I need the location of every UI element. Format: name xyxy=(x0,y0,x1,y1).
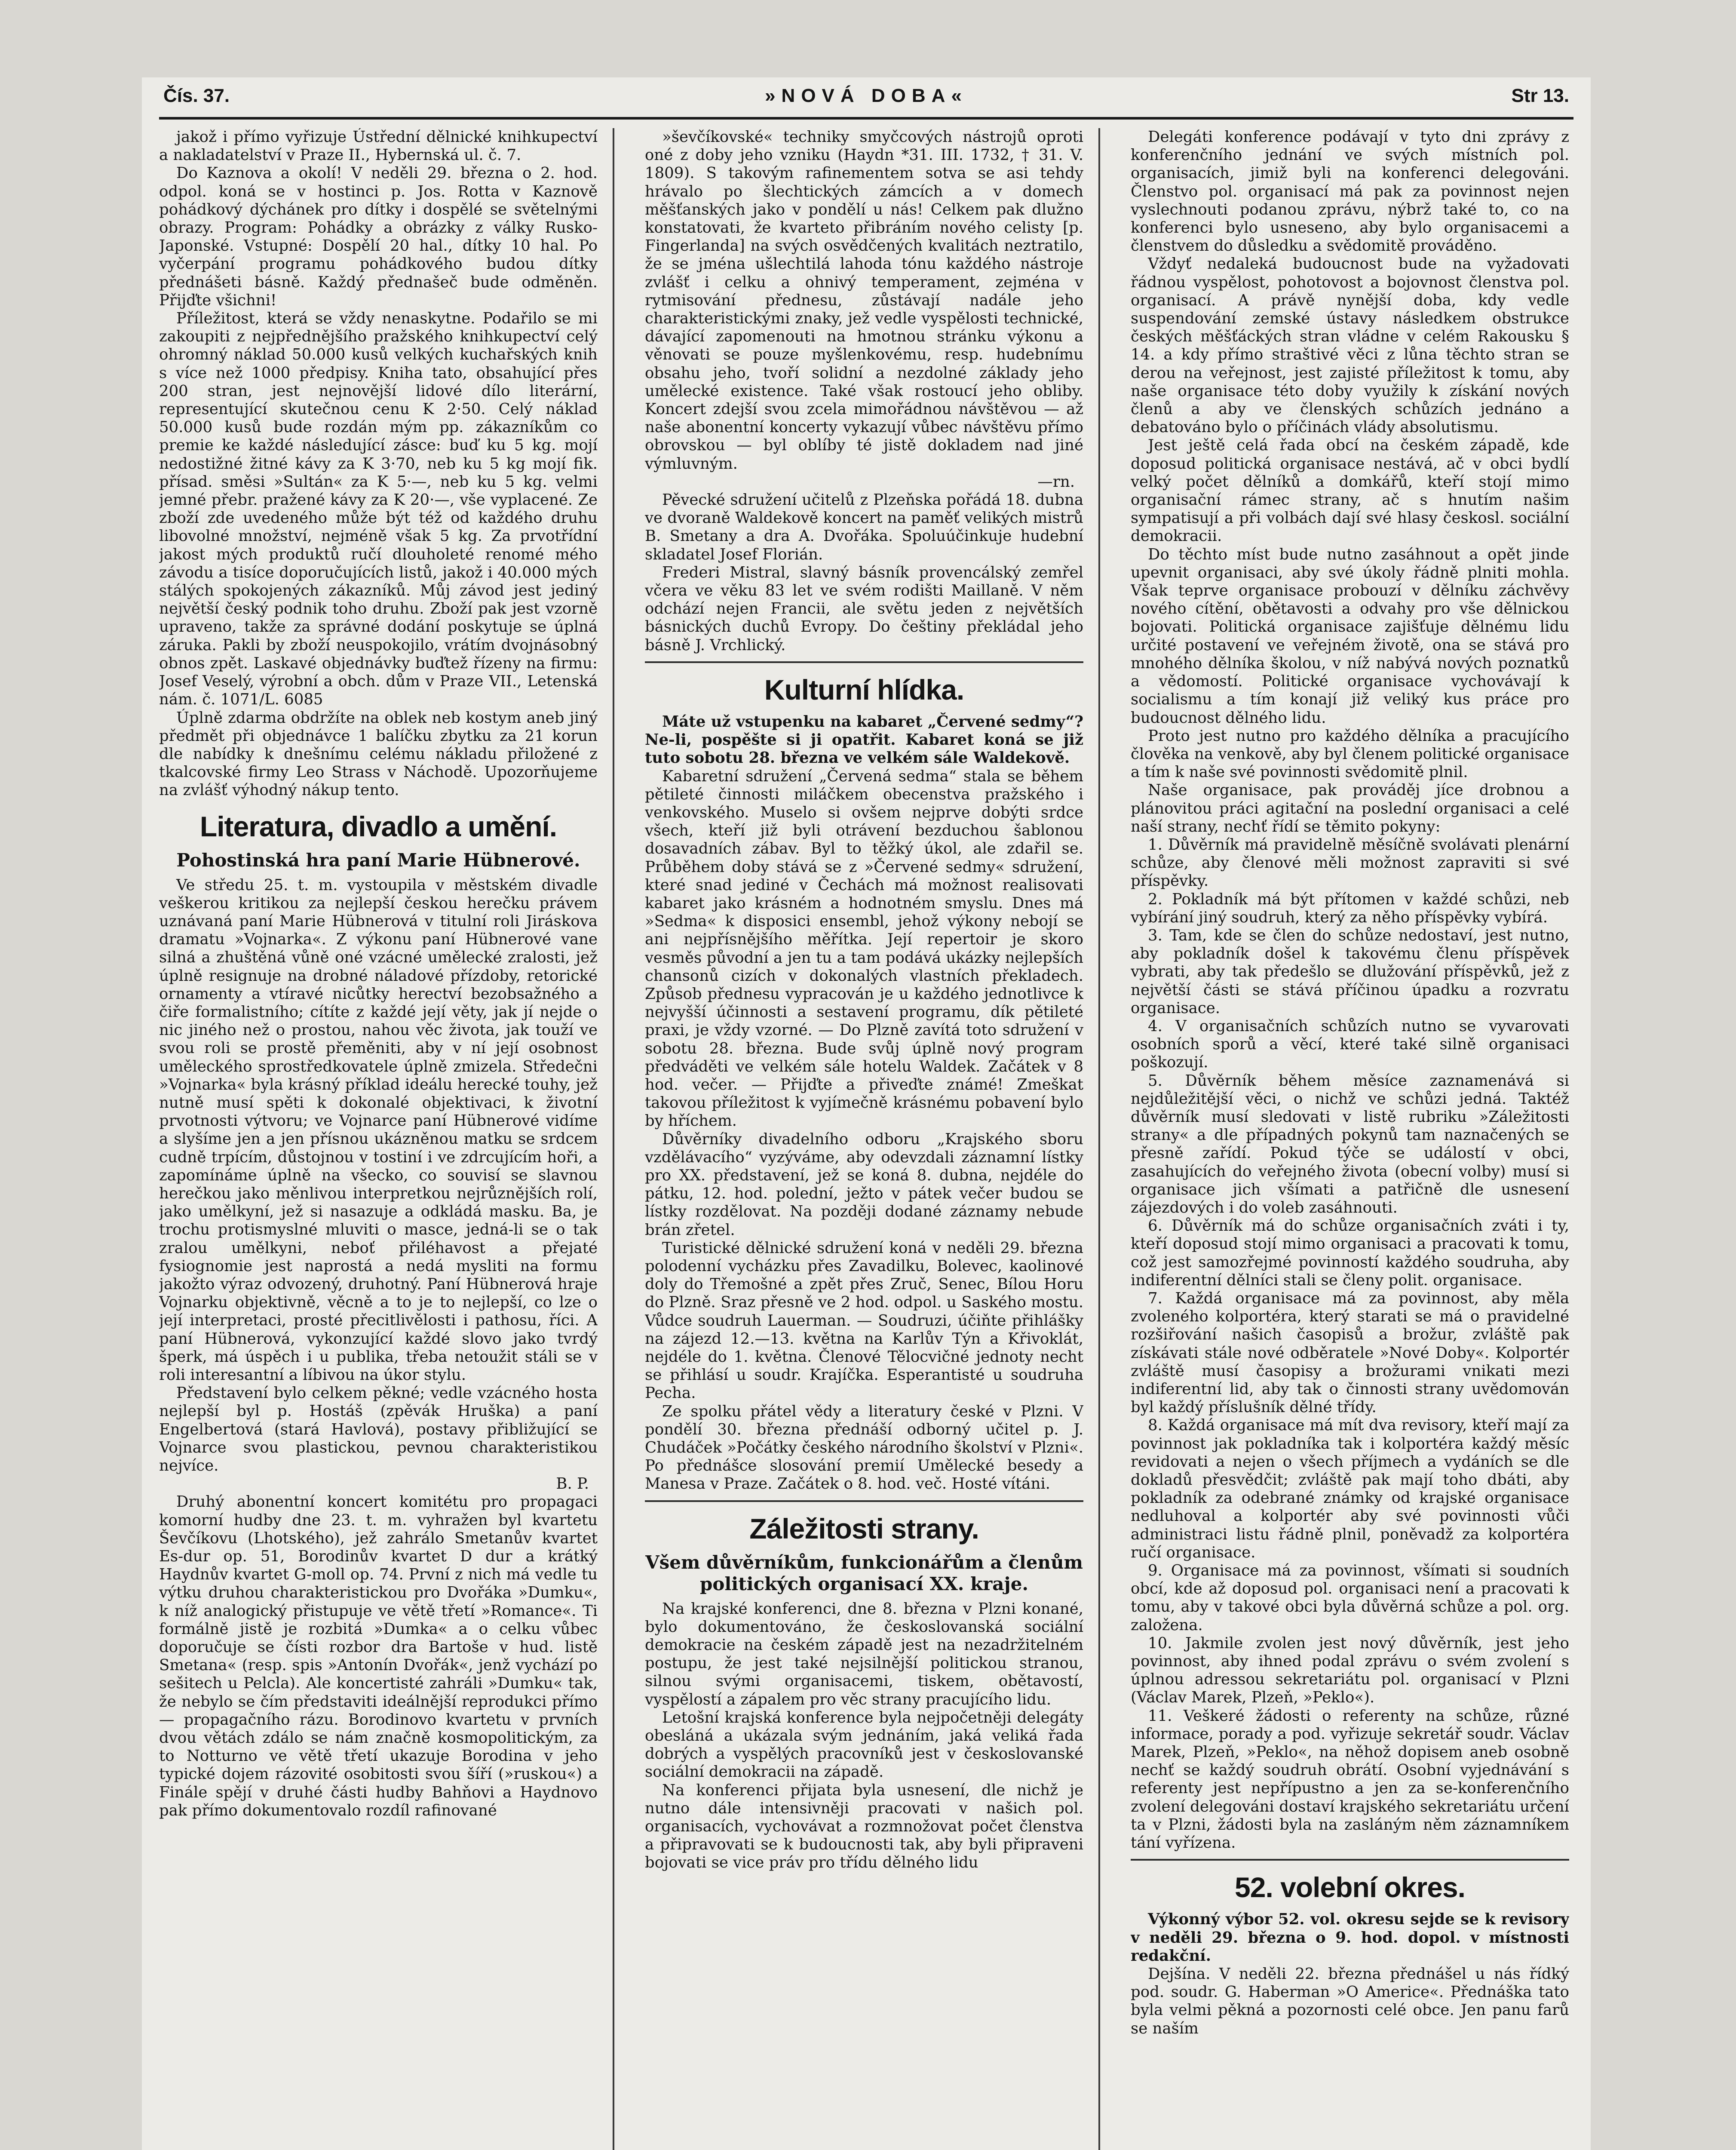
article-text: Naše organisace, pak prováděj jíce drobnou a plánovitou práci agitační na poslední organisaci a celé naší strany, nechť řídí se těmito pokyny: xyxy=(1131,781,1569,835)
list-item: 9. Organisace má za povinnost, všímati si soudních obcí, kde až doposud pol. organisaci není a pracovati k tomu, aby v takové obci byla důvěrná schůze a pol. org. založena. xyxy=(1131,1562,1569,1634)
section-title-volebni-okres: 52. volební okres. xyxy=(1235,1871,1465,1904)
list-item: 11. Veškeré žádosti o referenty na schůze, různé informace, porady a pod. vyřizuje sekretář soudr. Václav Marek, Plzeň, »Peklo«, na něhož dopisem aneb osobně nechť se každý soudruh obrátí. Osobní vyjednávání s referenty jest nepřípustno a jen za se-konferenčního zvolení delegováni dostaví krajského sekretariátu určení ta v Plzni, žádosti byla na zasláným něm záznamníkem tání vyřízena. xyxy=(1131,1707,1569,1852)
notice-divadelni-odbor: Důvěrníky divadelního odboru „Krajského sboru vzdělávacího“ vyzýváme, aby odevzdali záznamní lístky pro XX. představení, jež se koná 8. dubna, nejdéle do pátku, 12. hod. polední, ježto v pátek večer budou se lístky rozdělovat. Na později dodané záznamy nebude brán zřetel. xyxy=(645,1130,1083,1239)
article-text: Na konferenci přijata byla usnesení, dle nichž je nutno dále intensivněji pracovati v našich pol. organisacích, vychovávat a rozmnožovat počet členstva a připravovati se k budoucnosti tak, aby byli připraveni bojovati se vice práv pro třídu dělného lidu xyxy=(645,1781,1083,1872)
masthead-title: »NOVÁ DOBA« xyxy=(765,85,968,106)
notice-vykonny-vybor: Výkonný výbor 52. vol. okresu sejde se k revisory v neděli 29. března o 9. hod. dopol. v místnosti redakční. xyxy=(1131,1910,1569,1965)
article-title-duvernikum: Všem důvěrníkům, funkcionářům a členům politických organisací XX. kraje. xyxy=(645,1551,1083,1594)
article-text: Představení bylo celkem pěkné; vedle vzácného hosta nejlepší byl p. Hostáš (zpěvák Hruška) a paní Engelbertová (stará Havlová), postavy přibližující se Vojnarce svou plastickou, pevnou charakteristikou nejvíce. xyxy=(159,1384,598,1475)
article-text: Delegáti konference podávají v tyto dni zprávy z konferenčního jednání ve svých místních pol. organisacích, jimiž byli na konferenci delegováni. Členstvo pol. organisací má pak za povinnost nejen vyslechnouti podanou zprávu, nýbrž také to, co na konferenci bylo usneseno, aby bylo organisacemi a členstvem do důsledku a svědomitě prováděno. xyxy=(1131,128,1569,255)
notice-kabaret: Máte už vstupenku na kabaret „Červené sedmy“? Ne-li, pospěšte si ji opatřit. Kabaret koná se již tuto sobotu 28. března ve velkém sále Waldekově. xyxy=(645,713,1083,767)
article-title-hubnerova: Pohostinská hra paní Marie Hübnerové. xyxy=(176,849,580,871)
announcement-kaznov: Do Kaznova a okolí! V neděli 29. března o 2. hod. odpol. koná se v hostinci p. Jos. Rotta v Kaznově pohádkový dýchánek pro dítky i dospělé se světelnými obrazy. Program: Pohádky a obrázky z války Rusko-Japonské. Vstupné: Dospělí 20 hal., dítky 10 hal. Po vyčerpání programu pohádkového budou dítky přednášeti básně. Každý přednašeč bude odměněn. Přijďte všichni! xyxy=(159,164,598,309)
advertisement-vesely: Příležitost, která se vždy nenaskytne. Podařilo se mi zakoupiti z nejpřednějšího pražského knihkupectví celý ohromný náklad 50.000 kusů velkých kuchařských knih s více než 1000 předpisy. Kniha tato, obsahující přes 200 stran, jest nejnovější lidové dílo literární, representující skutečnou cenu K 2·50. Celý náklad 50.000 kusů bude rozdán mým pp. zákazníkům co premie ke každé následující zásce: buď ku 5 kg. mojí nedostižné žitné kávy za K 3·70, neb ku 5 kg mojí fik. přísad. směsi »Sultán« za K 5·—, neb ku 5 kg. velmi jemné přebr. pražené kávy za K 20·—, vše vyplacené. Ze zboží zde uvedeného může být též od každého druhu libovolné množství, nejméně však 5 kg. Za prvotřídní jakost mých produktů ručí dlouholeté renomé mého závodu a tisíce doporučujících listů, jakož i 40.000 mých stálých spokojených zákazníků. Můj závod jest jediný největší český podnik toho druhu. Zboží pak jest vzorně upraveno, takže za správné dodání poskytuje se úplná záruka. Pakli by zboží neuspokojilo, vrátím dvojnásobný obnos zpět. Laskavé objednávky buďtež řízeny na firmu: Josef Veselý, výrobní a obch. dům v Praze VII., Letenská nám. č. 1071/L. 6085 xyxy=(159,310,598,709)
list-item: 2. Pokladník má být přítomen v každé schůzi, neb vybírání jiný soudruh, který za něho příspěvky vybírá. xyxy=(1131,890,1569,926)
column-3 xyxy=(1131,128,1569,2150)
list-item: 10. Jakmile zvolen jest nový důvěrník, jest jeho povinnost, aby ihned podal zprávu o svém zvolení s úplnou adressou sekretariátu pol. organisací v Plzni (Václav Marek, Plzeň, »Peklo«). xyxy=(1131,1634,1569,1707)
column-separator xyxy=(613,128,614,2150)
notice-spolek-pratel-vedy: Ze spolku přátel vědy a literatury české v Plzni. V pondělí 30. března přednáší odborný učitel p. J. Chudáček »Počátky českého národního školství v Plzni«. Po přednášce slosování premií Umělecké besedy a Manesa v Praze. Začátek o 8. hod. več. Hosté vítáni. xyxy=(645,1402,1083,1493)
article-text: Do těchto míst bude nutno zasáhnout a opět jinde upevnit organisaci, aby své úkoly řádně plniti mohla. Však teprve organisace probouzí v dělníku záchvěvy nového cítění, obětavosti a odvahy pro vše dělnickou bojovati. Politická organisace zajišťuje dělnému lidu určité postavení ve veřejném životě, ona se stává pro mnohého dělníka školou, v níž nabývá nových poznatků a vědomostí. Politické organisace vychovávají k socialismu a tím konají již veliký kus práce pro budoucnost dělného lidu. xyxy=(1131,545,1569,727)
article-text: Letošní krajská konference byla nejpočetněji delegáty obesláná a ukázala svým jednáním, jaká veliká řada dobrých a vyspělých pracovníků jest v českoslovanské sociální demokracii na západě. xyxy=(645,1708,1083,1781)
article-text: Kabaretní sdružení „Červená sedma“ stala se během pětileté činnosti miláčkem obecenstva pražského i venkovského. Muselo si ovšem nejprve dobýti srdce všech, kteří již byli otrávení bezduchou šablonou dosavadních zábav. Byl to těžký úkol, ale zdařil se. Průběhem doby stává se z »Červené sedmy« sdružení, které snad jediné v Čechách má možnost realisovati kabaret jako krásném a hodnotném smyslu. Dnes má »Sedma« k disposici ensembl, jehož výkony nebojí se ani nejpřísnějšího měřítka. Její repertoir je skoro vesměs původní a jen tu a tam podává ukázky nejlepších chansonů cizích v dokonalých vlastních překladech. Způsob přednesu vypracován je u každého jednotlivce k nejvyšší účinnosti a sestavení programu, dík pětileté praxi, je vždy vzorné. — Do Plzně zavítá toto sdružení v sobotu 28. března. Bude svůj úplně nový program předváděti ve velkém sále hotelu Waldek. Začátek v 8 hod. večer. — Přijďte a přiveďte známé! Zmeškat takovou příležitost k vyjímečně krásnému pobavení bylo by hříchem. xyxy=(645,767,1083,1130)
section-title-kulturni-hlidka: Kulturní hlídka. xyxy=(764,673,964,706)
instruction-list xyxy=(1131,836,1569,1852)
article-text: Vždyť nedaleká budoucnost bude na vyžadovati řádnou vyspělost, pohotovost a bojovnost členstva pol. organisací. A právě nynější doba, kdy vedle suspendování zemské ústavy následkem obstrukce českých měšťáckých stran vládne v celém Rakousku § 14. a kdy přímo straštivé věci z lůna těchto stran se derou na veřejnost, jest zajisté příležitost k tomu, aby naše organisace této doby využily k získání nových členů a aby ve členských schůzích jednáno a debatováno bylo o příčinách vlády absolutismu. xyxy=(1131,255,1569,436)
divider xyxy=(645,661,1083,663)
column-separator xyxy=(1098,128,1100,2150)
section-title-literatura: Literatura, divadlo a umění. xyxy=(199,810,557,842)
divider xyxy=(645,1500,1083,1502)
author-signature: B. P. xyxy=(556,1475,589,1493)
column-1 xyxy=(159,128,598,2150)
article-text: Proto jest nutno pro každého dělníka a pracujícího člověka na venkově, aby byl členem politické organisace a tím k naše své povinnosti svědomitě plnil. xyxy=(1131,727,1569,781)
newspaper-page xyxy=(142,77,1591,2150)
list-item: 4. V organisačních schůzích nutno se vyvarovati osobních sporů a věcí, které také silně organisaci poškozují. xyxy=(1131,1017,1569,1072)
advertisement-strass: Úplně zdarma obdržíte na oblek neb kostym aneb jiný předmět při objednávce 1 balíčku zbytku za 21 korun dle nabídky k dnešnímu celému nákladu přiložené z tkalcovské firmy Leo Strass v Náchodě. Upozorňujeme na zvlášť výhodný nákup tento. xyxy=(159,709,598,799)
page-header xyxy=(163,85,1569,113)
article-text: Ve středu 25. t. m. vystoupila v městském divadle veškerou kritikou za nejlepší českou herečku právem uznávaná paní Marie Hübnerová v titulní roli Jiráskova dramatu »Vojnarka«. Z výkonu paní Hübnerové vane silná a zhuštěná vůně oné vzácné umělecké zralosti, jež úplně resignuje na drobné náladové přízdoby, retorické ornamenty a vtíravé nicůtky herectví bezobsažného a čiře formalistního; cítíte z každé její věty, jak jí nejde o nic jiného než o prostou, nahou věc života, jak touží ve svou roli se prostě přeměniti, aby v ní její osobnost uměleckého sprostředkovatele úplně zmizela. Středečni »Vojnarka« byla krásný příklad ideálu herecké touhy, jež nutně musí spěti k dokonalé objektivaci, k životní prvotnosti výtvoru; ve Vojnarce paní Hübnerové vidíme a slyšíme jen a jen přísnou ukázněnou matku se srdcem cudně trpícím, důstojnou v tostiní i ve zdrcujícím hoři, a zapomínáme úplně na všecko, co souvisí se slavnou herečkou jako měnlivou interpretkou nejrůznějších rolí, jako umělkyní, jež si nasazuje a odkládá masku. Ba, je trochu protismyslné mluviti o masce, jedná-li se o tak zralou umělkyni, neboť přiléhavost a přejaté fysiognomie jest naprostá a nedá mysliti na formu jakožto výraz odvozený, druhotný. Paní Hübnerová hraje Vojnarku objektivně, věcně a to je to nejlepší, co lze o její interpretaci, prosté přecitlivělosti i pathosu, říci. A paní Hübnerová, vykonzující každé slovo jako tvrdý šperk, má úspěch i u publika, třeba netoužit stáli se v roli interesantní a líbivou na úkor stylu. xyxy=(159,876,598,1384)
list-item: 3. Tam, kde se člen do schůze nedostaví, jest nutno, aby pokladník došel k takovému členu příspěvek vybrati, aby tak předešlo se dlužování příspěvků, jež z největší části se stává příčinou úpadku a rozvratu organisace. xyxy=(1131,926,1569,1017)
article-text: jakož i přímo vyřizuje Ústřední dělnické knihkupectví a nakladatelství v Praze II., Hybernská ul. č. 7. xyxy=(159,128,598,164)
article-concert: Druhý abonentní koncert komitétu pro propagaci komorní hudby dne 23. t. m. vyhražen byl kvartetu Ševčíkovu (Lhotského), jež zahrálo Smetanův kvartet Es-dur op. 51, Borodinův kvartet D dur a krátký Haydnův kvartet G-moll op. 74. První z nich má vedle tu výtku druhou charakteristickou pro Dvořáka »Dumku«, k níž analogický přistupuje ve větě třetí »Romance«. Ti formálně jistě je rozbitá »Dumka« a o celku vůbec doporučuje se čísti rozbor dra Bartoše v hud. listě Smetana« (resp. spis »Antonín Dvořák«, jenž vychází po sešitech u Pelcla). Ale koncertisté zahráli »Dumku« tak, že nebylo se čím představiti ideálnější reprodukci přímo — propagačního rázu. Borodinovo kvartetu v prvních dvou větách zdálo se nám značně kosmopolitickým, za to Notturno ve větě třetí ukazuje Borodina v jeho typické dojem rázovité osobitosti svou šíří (»ruskou«) a Finále spějí v druhé části hudby Bahňovi a Haydnovo pak přímo dokumentovalo rozdíl rafinované xyxy=(159,1493,598,1819)
notice-dejsina: Dejšína. V neděli 22. března přednášel u nás řídký pod. soudr. G. Haberman »O Americe«. Přednáška tato byla velmi pěkná a pozornosti celé obce. Jen panu farů se naším xyxy=(1131,1965,1569,2037)
notice-pevecke-sdruzeni: Pěvecké sdružení učitelů z Plzeňska pořádá 18. dubna ve dvoraně Waldekově koncert na paměť velikých mistrů B. Smetany a dra A. Dvořáka. Spoluúčinkuje hudební skladatel Josef Florián. xyxy=(645,491,1083,563)
page-number: Str 13. xyxy=(1511,85,1569,106)
article-text: Na krajské konferenci, dne 8. března v Plzni konané, bylo dokumentováno, že českoslovanská sociální demokracie na českém západě jest na nezadržitelném postupu, že jest také nejsilnější politickou stranou, silnou svými organisacemi, tiskem, obětavostí, vyspělostí a zápalem pro věc strany pracujícího lidu. xyxy=(645,1600,1083,1708)
notice-turisticke-sdruzeni: Turistické dělnické sdružení koná v neděli 29. března polodenní vycházku přes Zavadilku, Bolevec, kaolinové doly do Třemošné a zpět přes Zruč, Senec, Bílou Horu do Plzně. Sraz přesně ve 2 hod. odpol. u Saského mostu. Vůdce soudruh Lauerman. — Soudruzi, účiňte přihlášky na zájezd 12.—13. května na Karlův Týn a Křivoklát, nejdéle do 1. května. Členové Tělocvičné jednoty necht se přihlásí u soudr. Krajíčka. Esperantisté u soudruha Pecha. xyxy=(645,1239,1083,1402)
notice-mistral: Frederi Mistral, slavný básník provencálský zemřel včera ve věku 83 let ve svém rodišti Maillaně. V něm odchází nejen Francii, ale světu jeden z největších básnických duchů Evropy. Do češtiny překládal jeho básně J. Vrchlický. xyxy=(645,563,1083,654)
list-item: 5. Důvěrník během měsíce zaznamenává si nejdůležitější věci, o nichž ve schůzi jedná. Taktéž důvěrník musí sledovati v listě rubriku »Záležitosti strany« a dle případných pokynů tam naznačených se přesně zařídí. Pokud týče se událostí v obci, zasahujících do veřejného života (obecní volby) musí si organisace jich všímati a patřičně dle usnesení zájezdových i do voleb zasáhnouti. xyxy=(1131,1072,1569,1216)
divider xyxy=(1131,1859,1569,1861)
author-signature: —rn. xyxy=(1037,473,1075,491)
issue-number: Čís. 37. xyxy=(163,85,230,106)
list-item: 1. Důvěrník má pravidelně měsíčně svolávati plenární schůze, aby členové měli možnost zapraviti si své příspěvky. xyxy=(1131,835,1569,890)
article-text: »ševčíkovské« techniky smyčcových nástrojů oproti oné z doby jeho vzniku (Haydn *31. III. 1732, † 31. V. 1809). S takovým rafinementem sotva se asi tehdy hrávalo po šlechtických zámcích a v domech měšťanských jako v pondělí u nás! Celkem pak dlužno konstatovati, že kvarteto přibráním nového celisty [p. Fingerlanda] na svých osvědčených kvalitách neztratilo, že se jména ušlechtilá lahoda tónu každého nástroje zvlášť i celku a ohnivý temperament, zejména v rytmisování přednesu, zůstávají nadále jeho charakteristickými znaky, jež vedle vyspělosti technické, dávající zapomenouti na hmotnou stránku výkonu a věnovati se pouze myšlenkovému, resp. hudebnímu obsahu jeho, tvoří solidní a nezdolné základy jeho umělecké existence. Také však rostoucí jeho obliby. Koncert zdejší svou zcela mimořádnou návštěvou — až naše abonentní koncerty vykazují vůbec návštěvu přímo obrovskou — byl oblíby té jistě dokladem nad jiné výmluvným. xyxy=(645,128,1083,473)
article-text: Jest ještě celá řada obcí na českém západě, kde doposud politická organisace nestává, ač v obci bydlí velký počet dělníků a domkářů, kteří stojí mimo organisační rámec strany, ač s hnutím našim sympatisují a při volbách dají své hlasy českosl. sociální demokracii. xyxy=(1131,436,1569,545)
header-rule xyxy=(159,117,1573,120)
list-item: 6. Důvěrník má do schůze organisačních zváti i ty, kteří doposud stojí mimo organisaci a pracovati k tomu, což jest samozřejmé povinností každého soudruha, aby indiferentní dělníci stali se členy polit. organisace. xyxy=(1131,1217,1569,1289)
column-2 xyxy=(645,128,1083,2150)
section-title-zalezitosti-strany: Záležitosti strany. xyxy=(749,1512,979,1545)
list-item: 7. Každá organisace má za povinnost, aby měla zvoleného kolportéra, který starati se má o pravidelné rozšiřování našich časopisů a brožur, zvláště pak získávati stále nové odběratele »Nové Doby«. Kolportér zvláště musí časopisy a brožurami vnikati mezi indiferentní lid, aby tak o činnosti strany uvědomován byl každý příslušník dělné třídy. xyxy=(1131,1290,1569,1416)
list-item: 8. Každá organisace má mít dva revisory, kteří mají za povinnost jak pokladníka tak i kolportéra každý měsíc revidovati a nejen o všech příjmech a vydáních se dle dokladů přesvědčit; zvláště pak mají toho dbáti, aby pokladník za odebrané známky od krajské organisace nedluhoval a kolportér aby své povinnosti vůči administraci listu řádně plnil, poněvadž za kolportéra ručí organisace. xyxy=(1131,1416,1569,1561)
